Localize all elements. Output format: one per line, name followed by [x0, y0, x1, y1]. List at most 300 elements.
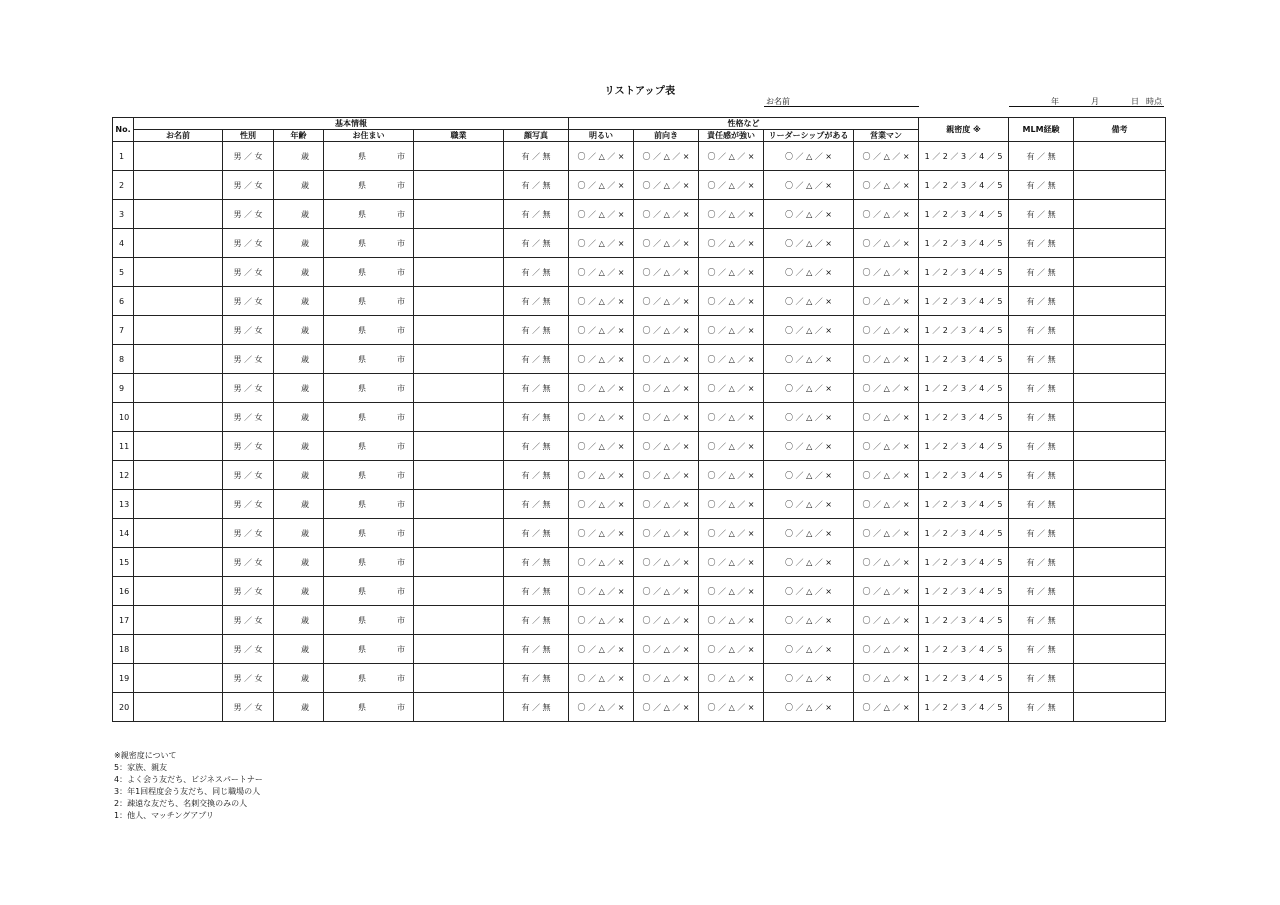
positive-cell[interactable]: 〇 ／ △ ／ ×	[634, 519, 699, 548]
salesman-cell[interactable]: 〇 ／ △ ／ ×	[854, 606, 919, 635]
salesman-cell[interactable]: 〇 ／ △ ／ ×	[854, 258, 919, 287]
positive-cell[interactable]: 〇 ／ △ ／ ×	[634, 287, 699, 316]
photo-cell[interactable]: 有 ／ 無	[504, 200, 569, 229]
address-cell[interactable]	[324, 374, 414, 403]
salesman-cell[interactable]: 〇 ／ △ ／ ×	[854, 693, 919, 722]
mlm-cell[interactable]: 有 ／ 無	[1009, 635, 1074, 664]
mlm-cell[interactable]: 有 ／ 無	[1009, 693, 1074, 722]
age-cell[interactable]: 歳	[274, 403, 324, 432]
bright-cell[interactable]: 〇 ／ △ ／ ×	[569, 171, 634, 200]
address-cell[interactable]	[324, 548, 414, 577]
age-cell[interactable]: 歳	[274, 606, 324, 635]
mlm-cell[interactable]: 有 ／ 無	[1009, 287, 1074, 316]
gender-cell[interactable]: 男 ／ 女	[223, 229, 274, 258]
gender-cell[interactable]: 男 ／ 女	[223, 490, 274, 519]
bright-cell[interactable]: 〇 ／ △ ／ ×	[569, 200, 634, 229]
address-cell[interactable]	[324, 403, 414, 432]
mlm-cell[interactable]: 有 ／ 無	[1009, 519, 1074, 548]
photo-cell[interactable]: 有 ／ 無	[504, 548, 569, 577]
gender-cell[interactable]: 男 ／ 女	[223, 171, 274, 200]
age-cell[interactable]: 歳	[274, 664, 324, 693]
month-label: 月	[1091, 97, 1099, 106]
bright-cell[interactable]: 〇 ／ △ ／ ×	[569, 258, 634, 287]
name-cell[interactable]	[134, 635, 223, 664]
name-cell[interactable]	[134, 200, 223, 229]
age-cell[interactable]: 歳	[274, 171, 324, 200]
name-cell[interactable]	[134, 606, 223, 635]
remarks-cell[interactable]	[1074, 403, 1166, 432]
address-cell[interactable]	[324, 171, 414, 200]
gender-cell[interactable]: 男 ／ 女	[223, 664, 274, 693]
intimacy-cell[interactable]: 1 ／ 2 ／ 3 ／ 4 ／ 5	[919, 316, 1009, 345]
intimacy-cell[interactable]: 1 ／ 2 ／ 3 ／ 4 ／ 5	[919, 142, 1009, 171]
responsible-cell[interactable]: 〇 ／ △ ／ ×	[699, 461, 764, 490]
bright-cell[interactable]: 〇 ／ △ ／ ×	[569, 664, 634, 693]
intimacy-cell[interactable]: 1 ／ 2 ／ 3 ／ 4 ／ 5	[919, 664, 1009, 693]
row-number: 16	[113, 577, 134, 606]
gender-cell[interactable]: 男 ／ 女	[223, 635, 274, 664]
mlm-cell[interactable]: 有 ／ 無	[1009, 316, 1074, 345]
note-line: 3：年1回程度会う友だち、同じ職場の人	[114, 787, 261, 796]
gender-cell[interactable]: 男 ／ 女	[223, 432, 274, 461]
job-cell[interactable]	[414, 171, 504, 200]
intimacy-cell[interactable]: 1 ／ 2 ／ 3 ／ 4 ／ 5	[919, 577, 1009, 606]
salesman-cell[interactable]: 〇 ／ △ ／ ×	[854, 316, 919, 345]
remarks-cell[interactable]	[1074, 432, 1166, 461]
responsible-cell[interactable]: 〇 ／ △ ／ ×	[699, 200, 764, 229]
salesman-cell[interactable]: 〇 ／ △ ／ ×	[854, 345, 919, 374]
prefecture-label: 県	[358, 239, 366, 248]
photo-cell[interactable]: 有 ／ 無	[504, 693, 569, 722]
mlm-cell[interactable]: 有 ／ 無	[1009, 490, 1074, 519]
positive-cell[interactable]: 〇 ／ △ ／ ×	[634, 548, 699, 577]
name-field[interactable]	[764, 96, 919, 107]
leadership-cell[interactable]: 〇 ／ △ ／ ×	[764, 316, 854, 345]
remarks-cell[interactable]	[1074, 287, 1166, 316]
name-cell[interactable]	[134, 316, 223, 345]
gender-cell[interactable]: 男 ／ 女	[223, 345, 274, 374]
positive-cell[interactable]: 〇 ／ △ ／ ×	[634, 403, 699, 432]
salesman-cell[interactable]: 〇 ／ △ ／ ×	[854, 200, 919, 229]
gender-cell[interactable]: 男 ／ 女	[223, 693, 274, 722]
leadership-cell[interactable]: 〇 ／ △ ／ ×	[764, 374, 854, 403]
mlm-cell[interactable]: 有 ／ 無	[1009, 403, 1074, 432]
gender-cell[interactable]: 男 ／ 女	[223, 316, 274, 345]
age-cell[interactable]: 歳	[274, 432, 324, 461]
responsible-cell[interactable]: 〇 ／ △ ／ ×	[699, 577, 764, 606]
job-cell[interactable]	[414, 432, 504, 461]
job-cell[interactable]	[414, 635, 504, 664]
leadership-cell[interactable]: 〇 ／ △ ／ ×	[764, 693, 854, 722]
photo-cell[interactable]: 有 ／ 無	[504, 258, 569, 287]
table-row	[113, 316, 1166, 345]
address-cell[interactable]	[324, 577, 414, 606]
bright-cell[interactable]: 〇 ／ △ ／ ×	[569, 287, 634, 316]
address-cell[interactable]	[324, 432, 414, 461]
positive-cell[interactable]: 〇 ／ △ ／ ×	[634, 345, 699, 374]
name-cell[interactable]	[134, 461, 223, 490]
photo-cell[interactable]: 有 ／ 無	[504, 345, 569, 374]
positive-cell[interactable]: 〇 ／ △ ／ ×	[634, 577, 699, 606]
intimacy-cell[interactable]: 1 ／ 2 ／ 3 ／ 4 ／ 5	[919, 229, 1009, 258]
mlm-cell[interactable]: 有 ／ 無	[1009, 577, 1074, 606]
mlm-cell[interactable]: 有 ／ 無	[1009, 258, 1074, 287]
name-cell[interactable]	[134, 432, 223, 461]
city-label: 市	[397, 558, 405, 567]
leadership-cell[interactable]: 〇 ／ △ ／ ×	[764, 200, 854, 229]
responsible-cell[interactable]: 〇 ／ △ ／ ×	[699, 316, 764, 345]
bright-cell[interactable]: 〇 ／ △ ／ ×	[569, 606, 634, 635]
salesman-cell[interactable]: 〇 ／ △ ／ ×	[854, 432, 919, 461]
salesman-cell[interactable]: 〇 ／ △ ／ ×	[854, 635, 919, 664]
address-cell[interactable]	[324, 664, 414, 693]
row-number: 13	[113, 490, 134, 519]
positive-cell[interactable]: 〇 ／ △ ／ ×	[634, 229, 699, 258]
job-cell[interactable]	[414, 693, 504, 722]
gender-cell[interactable]: 男 ／ 女	[223, 287, 274, 316]
table-row	[113, 374, 1166, 403]
salesman-cell[interactable]: 〇 ／ △ ／ ×	[854, 519, 919, 548]
responsible-cell[interactable]: 〇 ／ △ ／ ×	[699, 229, 764, 258]
salesman-cell[interactable]: 〇 ／ △ ／ ×	[854, 229, 919, 258]
photo-cell[interactable]: 有 ／ 無	[504, 664, 569, 693]
bright-cell[interactable]: 〇 ／ △ ／ ×	[569, 577, 634, 606]
bright-cell[interactable]: 〇 ／ △ ／ ×	[569, 345, 634, 374]
photo-cell[interactable]: 有 ／ 無	[504, 461, 569, 490]
header-leadership: リーダーシップがある	[764, 130, 854, 142]
photo-cell[interactable]: 有 ／ 無	[504, 316, 569, 345]
age-cell[interactable]: 歳	[274, 490, 324, 519]
salesman-cell[interactable]: 〇 ／ △ ／ ×	[854, 490, 919, 519]
responsible-cell[interactable]: 〇 ／ △ ／ ×	[699, 693, 764, 722]
leadership-cell[interactable]: 〇 ／ △ ／ ×	[764, 142, 854, 171]
intimacy-cell[interactable]: 1 ／ 2 ／ 3 ／ 4 ／ 5	[919, 345, 1009, 374]
responsible-cell[interactable]: 〇 ／ △ ／ ×	[699, 287, 764, 316]
intimacy-cell[interactable]: 1 ／ 2 ／ 3 ／ 4 ／ 5	[919, 548, 1009, 577]
bright-cell[interactable]: 〇 ／ △ ／ ×	[569, 461, 634, 490]
mlm-cell[interactable]: 有 ／ 無	[1009, 142, 1074, 171]
intimacy-cell[interactable]: 1 ／ 2 ／ 3 ／ 4 ／ 5	[919, 171, 1009, 200]
mlm-cell[interactable]: 有 ／ 無	[1009, 664, 1074, 693]
mlm-cell[interactable]: 有 ／ 無	[1009, 374, 1074, 403]
address-cell[interactable]	[324, 258, 414, 287]
intimacy-cell[interactable]: 1 ／ 2 ／ 3 ／ 4 ／ 5	[919, 490, 1009, 519]
mlm-cell[interactable]: 有 ／ 無	[1009, 345, 1074, 374]
bright-cell[interactable]: 〇 ／ △ ／ ×	[569, 316, 634, 345]
address-cell[interactable]	[324, 287, 414, 316]
name-cell[interactable]	[134, 229, 223, 258]
photo-cell[interactable]: 有 ／ 無	[504, 403, 569, 432]
responsible-cell[interactable]: 〇 ／ △ ／ ×	[699, 635, 764, 664]
mlm-cell[interactable]: 有 ／ 無	[1009, 171, 1074, 200]
name-cell[interactable]	[134, 258, 223, 287]
job-cell[interactable]	[414, 664, 504, 693]
bright-cell[interactable]: 〇 ／ △ ／ ×	[569, 548, 634, 577]
gender-cell[interactable]: 男 ／ 女	[223, 548, 274, 577]
gender-cell[interactable]: 男 ／ 女	[223, 200, 274, 229]
leadership-cell[interactable]: 〇 ／ △ ／ ×	[764, 461, 854, 490]
photo-cell[interactable]: 有 ／ 無	[504, 432, 569, 461]
positive-cell[interactable]: 〇 ／ △ ／ ×	[634, 490, 699, 519]
remarks-cell[interactable]	[1074, 316, 1166, 345]
intimacy-cell[interactable]: 1 ／ 2 ／ 3 ／ 4 ／ 5	[919, 287, 1009, 316]
bright-cell[interactable]: 〇 ／ △ ／ ×	[569, 490, 634, 519]
responsible-cell[interactable]: 〇 ／ △ ／ ×	[699, 519, 764, 548]
responsible-cell[interactable]: 〇 ／ △ ／ ×	[699, 403, 764, 432]
age-cell[interactable]: 歳	[274, 345, 324, 374]
remarks-cell[interactable]	[1074, 171, 1166, 200]
photo-cell[interactable]: 有 ／ 無	[504, 287, 569, 316]
address-cell[interactable]	[324, 606, 414, 635]
remarks-cell[interactable]	[1074, 200, 1166, 229]
salesman-cell[interactable]: 〇 ／ △ ／ ×	[854, 142, 919, 171]
leadership-cell[interactable]: 〇 ／ △ ／ ×	[764, 519, 854, 548]
positive-cell[interactable]: 〇 ／ △ ／ ×	[634, 432, 699, 461]
table-body	[113, 142, 1166, 722]
positive-cell[interactable]: 〇 ／ △ ／ ×	[634, 171, 699, 200]
intimacy-cell[interactable]: 1 ／ 2 ／ 3 ／ 4 ／ 5	[919, 635, 1009, 664]
job-cell[interactable]	[414, 287, 504, 316]
photo-cell[interactable]: 有 ／ 無	[504, 374, 569, 403]
city-label: 市	[397, 355, 405, 364]
positive-cell[interactable]: 〇 ／ △ ／ ×	[634, 693, 699, 722]
remarks-cell[interactable]	[1074, 635, 1166, 664]
responsible-cell[interactable]: 〇 ／ △ ／ ×	[699, 345, 764, 374]
age-cell[interactable]: 歳	[274, 229, 324, 258]
age-cell[interactable]: 歳	[274, 258, 324, 287]
bright-cell[interactable]: 〇 ／ △ ／ ×	[569, 374, 634, 403]
bright-cell[interactable]: 〇 ／ △ ／ ×	[569, 519, 634, 548]
mlm-cell[interactable]: 有 ／ 無	[1009, 548, 1074, 577]
name-cell[interactable]	[134, 693, 223, 722]
age-cell[interactable]: 歳	[274, 635, 324, 664]
gender-cell[interactable]: 男 ／ 女	[223, 577, 274, 606]
responsible-cell[interactable]: 〇 ／ △ ／ ×	[699, 664, 764, 693]
mlm-cell[interactable]: 有 ／ 無	[1009, 461, 1074, 490]
age-cell[interactable]: 歳	[274, 519, 324, 548]
photo-cell[interactable]: 有 ／ 無	[504, 577, 569, 606]
address-cell[interactable]	[324, 693, 414, 722]
intimacy-cell[interactable]: 1 ／ 2 ／ 3 ／ 4 ／ 5	[919, 258, 1009, 287]
age-cell[interactable]: 歳	[274, 693, 324, 722]
leadership-cell[interactable]: 〇 ／ △ ／ ×	[764, 171, 854, 200]
row-number: 15	[113, 548, 134, 577]
header-positive: 前向き	[634, 130, 699, 142]
photo-cell[interactable]: 有 ／ 無	[504, 519, 569, 548]
leadership-cell[interactable]: 〇 ／ △ ／ ×	[764, 345, 854, 374]
intimacy-cell[interactable]: 1 ／ 2 ／ 3 ／ 4 ／ 5	[919, 432, 1009, 461]
age-cell[interactable]: 歳	[274, 142, 324, 171]
leadership-cell[interactable]: 〇 ／ △ ／ ×	[764, 635, 854, 664]
header-age: 年齢	[274, 130, 324, 142]
note-line: 2：疎遠な友だち、名刺交換のみの人	[114, 799, 248, 808]
positive-cell[interactable]: 〇 ／ △ ／ ×	[634, 374, 699, 403]
gender-cell[interactable]: 男 ／ 女	[223, 258, 274, 287]
remarks-cell[interactable]	[1074, 693, 1166, 722]
positive-cell[interactable]: 〇 ／ △ ／ ×	[634, 316, 699, 345]
responsible-cell[interactable]: 〇 ／ △ ／ ×	[699, 432, 764, 461]
name-cell[interactable]	[134, 142, 223, 171]
name-cell[interactable]	[134, 374, 223, 403]
remarks-cell[interactable]	[1074, 142, 1166, 171]
leadership-cell[interactable]: 〇 ／ △ ／ ×	[764, 258, 854, 287]
job-cell[interactable]	[414, 258, 504, 287]
positive-cell[interactable]: 〇 ／ △ ／ ×	[634, 200, 699, 229]
name-cell[interactable]	[134, 287, 223, 316]
remarks-cell[interactable]	[1074, 229, 1166, 258]
gender-cell[interactable]: 男 ／ 女	[223, 519, 274, 548]
leadership-cell[interactable]: 〇 ／ △ ／ ×	[764, 229, 854, 258]
remarks-cell[interactable]	[1074, 548, 1166, 577]
remarks-cell[interactable]	[1074, 606, 1166, 635]
job-cell[interactable]	[414, 490, 504, 519]
responsible-cell[interactable]: 〇 ／ △ ／ ×	[699, 142, 764, 171]
positive-cell[interactable]: 〇 ／ △ ／ ×	[634, 664, 699, 693]
age-cell[interactable]: 歳	[274, 287, 324, 316]
photo-cell[interactable]: 有 ／ 無	[504, 490, 569, 519]
age-cell[interactable]: 歳	[274, 461, 324, 490]
mlm-cell[interactable]: 有 ／ 無	[1009, 229, 1074, 258]
intimacy-cell[interactable]: 1 ／ 2 ／ 3 ／ 4 ／ 5	[919, 519, 1009, 548]
responsible-cell[interactable]: 〇 ／ △ ／ ×	[699, 490, 764, 519]
address-cell[interactable]	[324, 229, 414, 258]
gender-cell[interactable]: 男 ／ 女	[223, 403, 274, 432]
gender-cell[interactable]: 男 ／ 女	[223, 142, 274, 171]
salesman-cell[interactable]: 〇 ／ △ ／ ×	[854, 548, 919, 577]
intimacy-cell[interactable]: 1 ／ 2 ／ 3 ／ 4 ／ 5	[919, 606, 1009, 635]
name-cell[interactable]	[134, 345, 223, 374]
age-cell[interactable]: 歳	[274, 548, 324, 577]
responsible-cell[interactable]: 〇 ／ △ ／ ×	[699, 258, 764, 287]
name-cell[interactable]	[134, 519, 223, 548]
photo-cell[interactable]: 有 ／ 無	[504, 635, 569, 664]
job-cell[interactable]	[414, 548, 504, 577]
job-cell[interactable]	[414, 200, 504, 229]
job-cell[interactable]	[414, 519, 504, 548]
city-label: 市	[397, 152, 405, 161]
gender-cell[interactable]: 男 ／ 女	[223, 374, 274, 403]
remarks-cell[interactable]	[1074, 374, 1166, 403]
name-cell[interactable]	[134, 490, 223, 519]
responsible-cell[interactable]: 〇 ／ △ ／ ×	[699, 548, 764, 577]
photo-cell[interactable]: 有 ／ 無	[504, 229, 569, 258]
name-cell[interactable]	[134, 403, 223, 432]
leadership-cell[interactable]: 〇 ／ △ ／ ×	[764, 432, 854, 461]
job-cell[interactable]	[414, 577, 504, 606]
job-cell[interactable]	[414, 345, 504, 374]
job-cell[interactable]	[414, 229, 504, 258]
mlm-cell[interactable]: 有 ／ 無	[1009, 606, 1074, 635]
responsible-cell[interactable]: 〇 ／ △ ／ ×	[699, 606, 764, 635]
mlm-cell[interactable]: 有 ／ 無	[1009, 200, 1074, 229]
table-row	[113, 432, 1166, 461]
name-cell[interactable]	[134, 548, 223, 577]
address-cell[interactable]	[324, 519, 414, 548]
salesman-cell[interactable]: 〇 ／ △ ／ ×	[854, 664, 919, 693]
remarks-cell[interactable]	[1074, 461, 1166, 490]
salesman-cell[interactable]: 〇 ／ △ ／ ×	[854, 374, 919, 403]
leadership-cell[interactable]: 〇 ／ △ ／ ×	[764, 577, 854, 606]
name-cell[interactable]	[134, 664, 223, 693]
job-cell[interactable]	[414, 316, 504, 345]
leadership-cell[interactable]: 〇 ／ △ ／ ×	[764, 548, 854, 577]
address-cell[interactable]	[324, 200, 414, 229]
gender-cell[interactable]: 男 ／ 女	[223, 606, 274, 635]
age-cell[interactable]: 歳	[274, 200, 324, 229]
salesman-cell[interactable]: 〇 ／ △ ／ ×	[854, 171, 919, 200]
positive-cell[interactable]: 〇 ／ △ ／ ×	[634, 142, 699, 171]
gender-cell[interactable]: 男 ／ 女	[223, 461, 274, 490]
positive-cell[interactable]: 〇 ／ △ ／ ×	[634, 258, 699, 287]
job-cell[interactable]	[414, 403, 504, 432]
intimacy-cell[interactable]: 1 ／ 2 ／ 3 ／ 4 ／ 5	[919, 374, 1009, 403]
leadership-cell[interactable]: 〇 ／ △ ／ ×	[764, 664, 854, 693]
responsible-cell[interactable]: 〇 ／ △ ／ ×	[699, 171, 764, 200]
photo-cell[interactable]: 有 ／ 無	[504, 606, 569, 635]
leadership-cell[interactable]: 〇 ／ △ ／ ×	[764, 606, 854, 635]
bright-cell[interactable]: 〇 ／ △ ／ ×	[569, 635, 634, 664]
age-cell[interactable]: 歳	[274, 316, 324, 345]
remarks-cell[interactable]	[1074, 258, 1166, 287]
leadership-cell[interactable]: 〇 ／ △ ／ ×	[764, 287, 854, 316]
address-cell[interactable]	[324, 316, 414, 345]
photo-cell[interactable]: 有 ／ 無	[504, 142, 569, 171]
photo-cell[interactable]: 有 ／ 無	[504, 171, 569, 200]
job-cell[interactable]	[414, 374, 504, 403]
header-name: お名前	[134, 130, 223, 142]
age-cell[interactable]: 歳	[274, 577, 324, 606]
remarks-cell[interactable]	[1074, 345, 1166, 374]
name-cell[interactable]	[134, 577, 223, 606]
date-field[interactable]	[1009, 96, 1164, 107]
bright-cell[interactable]: 〇 ／ △ ／ ×	[569, 693, 634, 722]
job-cell[interactable]	[414, 142, 504, 171]
remarks-cell[interactable]	[1074, 577, 1166, 606]
salesman-cell[interactable]: 〇 ／ △ ／ ×	[854, 287, 919, 316]
intimacy-cell[interactable]: 1 ／ 2 ／ 3 ／ 4 ／ 5	[919, 693, 1009, 722]
bright-cell[interactable]: 〇 ／ △ ／ ×	[569, 229, 634, 258]
name-cell[interactable]	[134, 171, 223, 200]
intimacy-cell[interactable]: 1 ／ 2 ／ 3 ／ 4 ／ 5	[919, 461, 1009, 490]
leadership-cell[interactable]: 〇 ／ △ ／ ×	[764, 403, 854, 432]
remarks-cell[interactable]	[1074, 490, 1166, 519]
address-cell[interactable]	[324, 461, 414, 490]
address-cell[interactable]	[324, 490, 414, 519]
responsible-cell[interactable]: 〇 ／ △ ／ ×	[699, 374, 764, 403]
salesman-cell[interactable]: 〇 ／ △ ／ ×	[854, 403, 919, 432]
intimacy-cell[interactable]: 1 ／ 2 ／ 3 ／ 4 ／ 5	[919, 200, 1009, 229]
positive-cell[interactable]: 〇 ／ △ ／ ×	[634, 461, 699, 490]
address-cell[interactable]	[324, 142, 414, 171]
bright-cell[interactable]: 〇 ／ △ ／ ×	[569, 403, 634, 432]
job-cell[interactable]	[414, 461, 504, 490]
intimacy-cell[interactable]: 1 ／ 2 ／ 3 ／ 4 ／ 5	[919, 403, 1009, 432]
remarks-cell[interactable]	[1074, 519, 1166, 548]
bright-cell[interactable]: 〇 ／ △ ／ ×	[569, 432, 634, 461]
salesman-cell[interactable]: 〇 ／ △ ／ ×	[854, 577, 919, 606]
mlm-cell[interactable]: 有 ／ 無	[1009, 432, 1074, 461]
leadership-cell[interactable]: 〇 ／ △ ／ ×	[764, 490, 854, 519]
positive-cell[interactable]: 〇 ／ △ ／ ×	[634, 635, 699, 664]
job-cell[interactable]	[414, 606, 504, 635]
positive-cell[interactable]: 〇 ／ △ ／ ×	[634, 606, 699, 635]
salesman-cell[interactable]: 〇 ／ △ ／ ×	[854, 461, 919, 490]
remarks-cell[interactable]	[1074, 664, 1166, 693]
address-cell[interactable]	[324, 635, 414, 664]
address-cell[interactable]	[324, 345, 414, 374]
age-cell[interactable]: 歳	[274, 374, 324, 403]
bright-cell[interactable]: 〇 ／ △ ／ ×	[569, 142, 634, 171]
